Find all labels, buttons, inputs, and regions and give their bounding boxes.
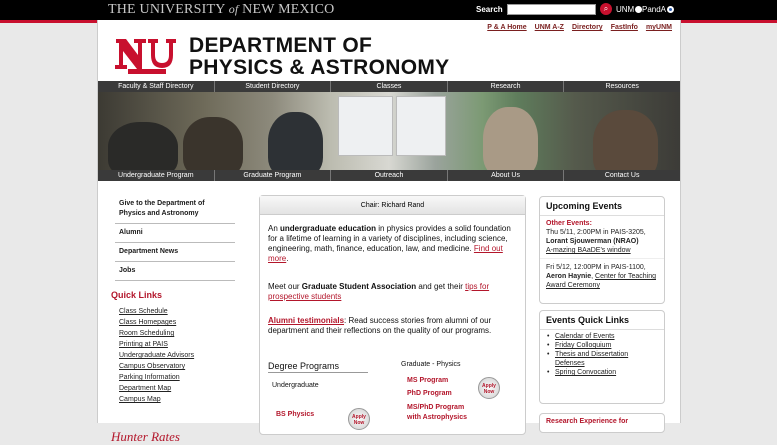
quick-link[interactable]: Department Map bbox=[119, 385, 172, 392]
utility-nav bbox=[479, 24, 672, 31]
nav-classes[interactable]: Classes bbox=[331, 81, 448, 92]
bs-physics-link[interactable]: BS Physics bbox=[276, 411, 315, 418]
page-container bbox=[97, 20, 681, 444]
hero-photo bbox=[98, 92, 680, 170]
intro-paragraph: An undergraduate education in physics provides a solid foundation for a lifetime of learning in a variety of disciplines, including science, engineering, math, finance, education, law, and medicine. Find out more. bbox=[268, 224, 511, 263]
quick-link[interactable]: Campus Map bbox=[119, 396, 161, 403]
main-nav bbox=[98, 81, 680, 92]
unm-logo[interactable] bbox=[114, 35, 180, 77]
program-nav bbox=[98, 170, 680, 181]
alumni-paragraph: Alumni testimonials: Read success stories from alumni of our department and their reflections on the quality of our programs. bbox=[268, 316, 492, 335]
search-input[interactable] bbox=[507, 4, 596, 15]
events-quick-links-list bbox=[540, 330, 664, 377]
other-events-label: Other Events: bbox=[546, 220, 592, 227]
events-quick-link[interactable]: • Calendar of Events bbox=[555, 332, 658, 341]
util-link-az[interactable]: UNM A-Z bbox=[534, 24, 564, 31]
quick-link[interactable]: Undergraduate Advisors bbox=[119, 352, 195, 359]
events-quick-link[interactable]: • Friday Colloquium bbox=[555, 341, 658, 350]
phd-program-link[interactable]: PhD Program bbox=[407, 390, 452, 397]
nav-resources[interactable]: Resources bbox=[605, 83, 639, 90]
quick-links-title: Quick Links bbox=[111, 290, 163, 300]
hero-person bbox=[483, 107, 538, 170]
quick-link[interactable]: Parking Information bbox=[119, 374, 180, 381]
apply-now-button[interactable]: Apply Now bbox=[478, 377, 500, 399]
events-quick-links-box bbox=[539, 310, 665, 404]
event-link[interactable]: A-mazing BAaDE's window bbox=[546, 247, 631, 254]
sidebar-item-alumni[interactable]: Alumni bbox=[115, 224, 235, 243]
hero-person bbox=[108, 122, 178, 170]
quick-link[interactable]: Printing at PAIS bbox=[119, 341, 168, 348]
apply-now-button[interactable]: Apply Now bbox=[348, 408, 370, 430]
quick-links-list bbox=[119, 306, 194, 405]
events-quick-links-title: Events Quick Links bbox=[540, 311, 664, 330]
radio-panda[interactable]: PandA bbox=[642, 5, 674, 14]
radio-panda-dot[interactable] bbox=[667, 6, 674, 13]
sidebar-item-news[interactable]: Department News bbox=[115, 243, 235, 262]
nav-graduate-program[interactable]: Graduate Program bbox=[215, 170, 332, 181]
ms-program-link[interactable]: MS Program bbox=[407, 377, 449, 384]
alumni-testimonials-link[interactable]: Alumni testimonials bbox=[268, 316, 345, 325]
util-link-fastinfo[interactable]: FastInfo bbox=[610, 24, 638, 31]
university-title[interactable]: THE UNIVERSITY of NEW MEXICO bbox=[108, 2, 335, 17]
degree-programs-title: Degree Programs bbox=[268, 361, 368, 373]
top-bar bbox=[0, 0, 777, 20]
department-title: DEPARTMENT OF PHYSICS & ASTRONOMY bbox=[189, 34, 450, 79]
nav-research[interactable]: Research bbox=[448, 81, 565, 92]
nav-outreach[interactable]: Outreach bbox=[331, 170, 448, 181]
nav-about-us[interactable]: About Us bbox=[448, 170, 565, 181]
hero-poster-2 bbox=[396, 96, 446, 156]
hero-poster-1 bbox=[338, 96, 393, 156]
sidebar-item-give[interactable]: Give to the Department of Physics and Astronomy bbox=[115, 195, 235, 224]
undergraduate-label: Undergraduate bbox=[272, 382, 319, 389]
nav-undergraduate-program[interactable]: Undergraduate Program bbox=[98, 170, 215, 181]
sidebar bbox=[115, 195, 235, 281]
prospective-tips-link[interactable]: tips for prospective students bbox=[268, 282, 490, 301]
quick-link[interactable]: Class Schedule bbox=[119, 308, 168, 315]
event-item: Fri 5/12, 12:00PM in PAIS-1100, Aeron Haynie, Center for Teaching Award Ceremony bbox=[540, 258, 664, 290]
gsa-paragraph: Meet our Graduate Student Association and get their tips for prospective students bbox=[268, 282, 490, 301]
hero-person bbox=[593, 110, 658, 170]
upcoming-events-box bbox=[539, 196, 665, 304]
search-label: Search bbox=[476, 5, 503, 14]
main-content bbox=[259, 195, 526, 435]
quick-link[interactable]: Class Homepages bbox=[119, 319, 177, 326]
event-item: Thu 5/11, 2:00PM in PAIS-3205, Lorant Sjouwerman (NRAO) A-mazing BAaDE's window bbox=[540, 228, 664, 255]
events-quick-link[interactable]: • Thesis and Dissertation Defenses bbox=[555, 350, 658, 368]
search-icon[interactable]: ⌕ bbox=[600, 3, 612, 15]
radio-unm[interactable]: UNM bbox=[616, 5, 642, 14]
script-heading: Hunter Rates bbox=[111, 429, 180, 444]
research-experience-box bbox=[539, 413, 665, 433]
quick-link[interactable]: Campus Observatory bbox=[119, 363, 186, 370]
util-link-myunm[interactable]: myUNM bbox=[645, 24, 672, 31]
util-link-home[interactable]: P & A Home bbox=[487, 24, 527, 31]
util-link-directory[interactable]: Directory bbox=[571, 24, 603, 31]
msphd-program-link[interactable]: MS/PhD Program with Astrophysics bbox=[407, 404, 468, 421]
nav-faculty-directory[interactable]: Faculty & Staff Directory bbox=[98, 81, 215, 92]
events-quick-link[interactable]: • Spring Convocation bbox=[555, 368, 658, 377]
chair-header: Chair: Richard Rand bbox=[260, 196, 525, 215]
hero-person bbox=[183, 117, 243, 170]
event-link[interactable]: Center for Teaching Award Ceremony bbox=[546, 273, 656, 289]
upcoming-events-title: Upcoming Events bbox=[540, 197, 664, 216]
quick-link[interactable]: Room Scheduling bbox=[119, 330, 175, 337]
graduate-physics-label: Graduate - Physics bbox=[401, 361, 461, 368]
sidebar-item-jobs[interactable]: Jobs bbox=[115, 262, 235, 281]
hero-person bbox=[268, 112, 323, 170]
find-out-more-link[interactable]: Find out more bbox=[268, 244, 503, 263]
research-experience-title[interactable]: Research Experience for bbox=[546, 418, 629, 425]
nav-student-directory[interactable]: Student Directory bbox=[215, 81, 332, 92]
nav-contact-us[interactable]: Contact Us bbox=[604, 172, 640, 179]
